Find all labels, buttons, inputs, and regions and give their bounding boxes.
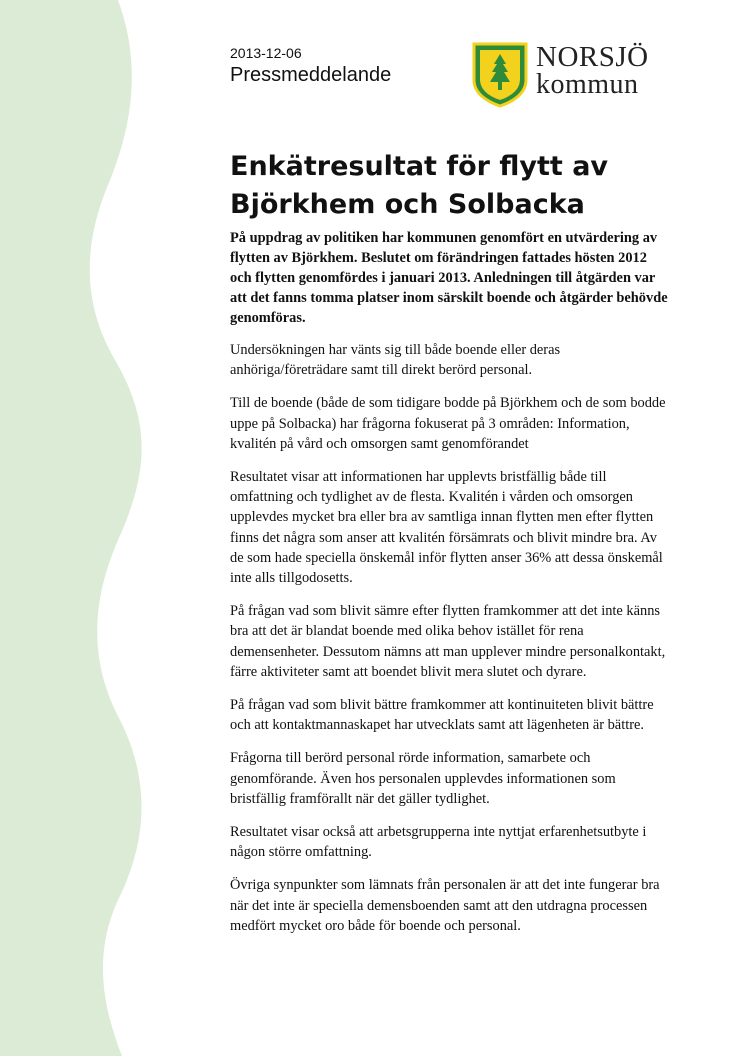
title-line-1: Enkätresultat för flytt av bbox=[230, 151, 609, 182]
logo-wordmark-name: NORSJÖ bbox=[536, 41, 649, 73]
title-line-2: Björkhem och Solbacka bbox=[230, 189, 585, 220]
article-body bbox=[230, 228, 670, 949]
body-paragraph: Övriga synpunkter som lämnats från personalen är att det inte fungerar bra när det inte är speciella demensboenden samt att den utdragna processen medfört mycket oro både för boende och personal. bbox=[230, 877, 660, 934]
norsjo-kommun-logo bbox=[472, 42, 662, 112]
coat-of-arms-icon bbox=[472, 42, 528, 108]
document-type: Pressmeddelande bbox=[230, 64, 392, 86]
page-title bbox=[230, 148, 670, 224]
body-paragraph: Till de boende (både de som tidigare bodde på Björkhem och de som bodde uppe på Solbacka) har frågorna fokuserat på 3 områden: Information, kvalitén på vård och omsorgen samt genomförandet bbox=[230, 395, 666, 452]
body-paragraph: Resultatet visar att informationen har upplevts bristfällig både till omfattning och tydlighet av de flesta. Kvalitén i vården och omsorgen upplevdes mycket bra eller bra av samtliga innan flytten men efter flytten finns det några som anser att kvalitén försämrats och blivit mindre bra. Av de som hade speciella önskemål inför flytten anser 36% att dessa önskemål inte alls tillgodosetts. bbox=[230, 469, 663, 587]
logo-wordmark-sub: kommun bbox=[536, 69, 639, 100]
decorative-wave-background bbox=[0, 0, 160, 1056]
body-paragraph: På frågan vad som blivit sämre efter flytten framkommer att det inte känns bra att det är blandat boende med olika behov istället för rena demensenheter. Dessutom nämns att man upplever mindre personalkontakt, färre aktiviteter samt att boendet blivit mera slutet och dyrare. bbox=[230, 603, 666, 680]
lead-paragraph: På uppdrag av politiken har kommunen genomfört en utvärdering av flytten av Björkhem. Beslutet om förändringen fattades hösten 2012 och flytten genomfördes i januari 2013. Anledningen till åtgärden var att det fanns tomma platser inom särskilt boende och åtgärder behövde genomföras. bbox=[230, 230, 668, 326]
body-paragraph: På frågan vad som blivit bättre framkommer att kontinuiteten blivit bättre och att kontaktmannaskapet har utvecklats samt att lägenheten är bättre. bbox=[230, 697, 654, 734]
body-paragraph: Resultatet visar också att arbetsgrupperna inte nyttjat erfarenhetsutbyte i någon större omfattning. bbox=[230, 824, 647, 861]
body-paragraph: Undersökningen har vänts sig till både boende eller deras anhöriga/företrädare samt till direkt berörd personal. bbox=[230, 342, 561, 379]
press-date: 2013-12-06 bbox=[230, 45, 302, 61]
body-paragraph: Frågorna till berörd personal rörde information, samarbete och genomförande. Även hos personalen upplevdes informationen som bristfällig framförallt när det gäller tydlighet. bbox=[230, 750, 616, 807]
